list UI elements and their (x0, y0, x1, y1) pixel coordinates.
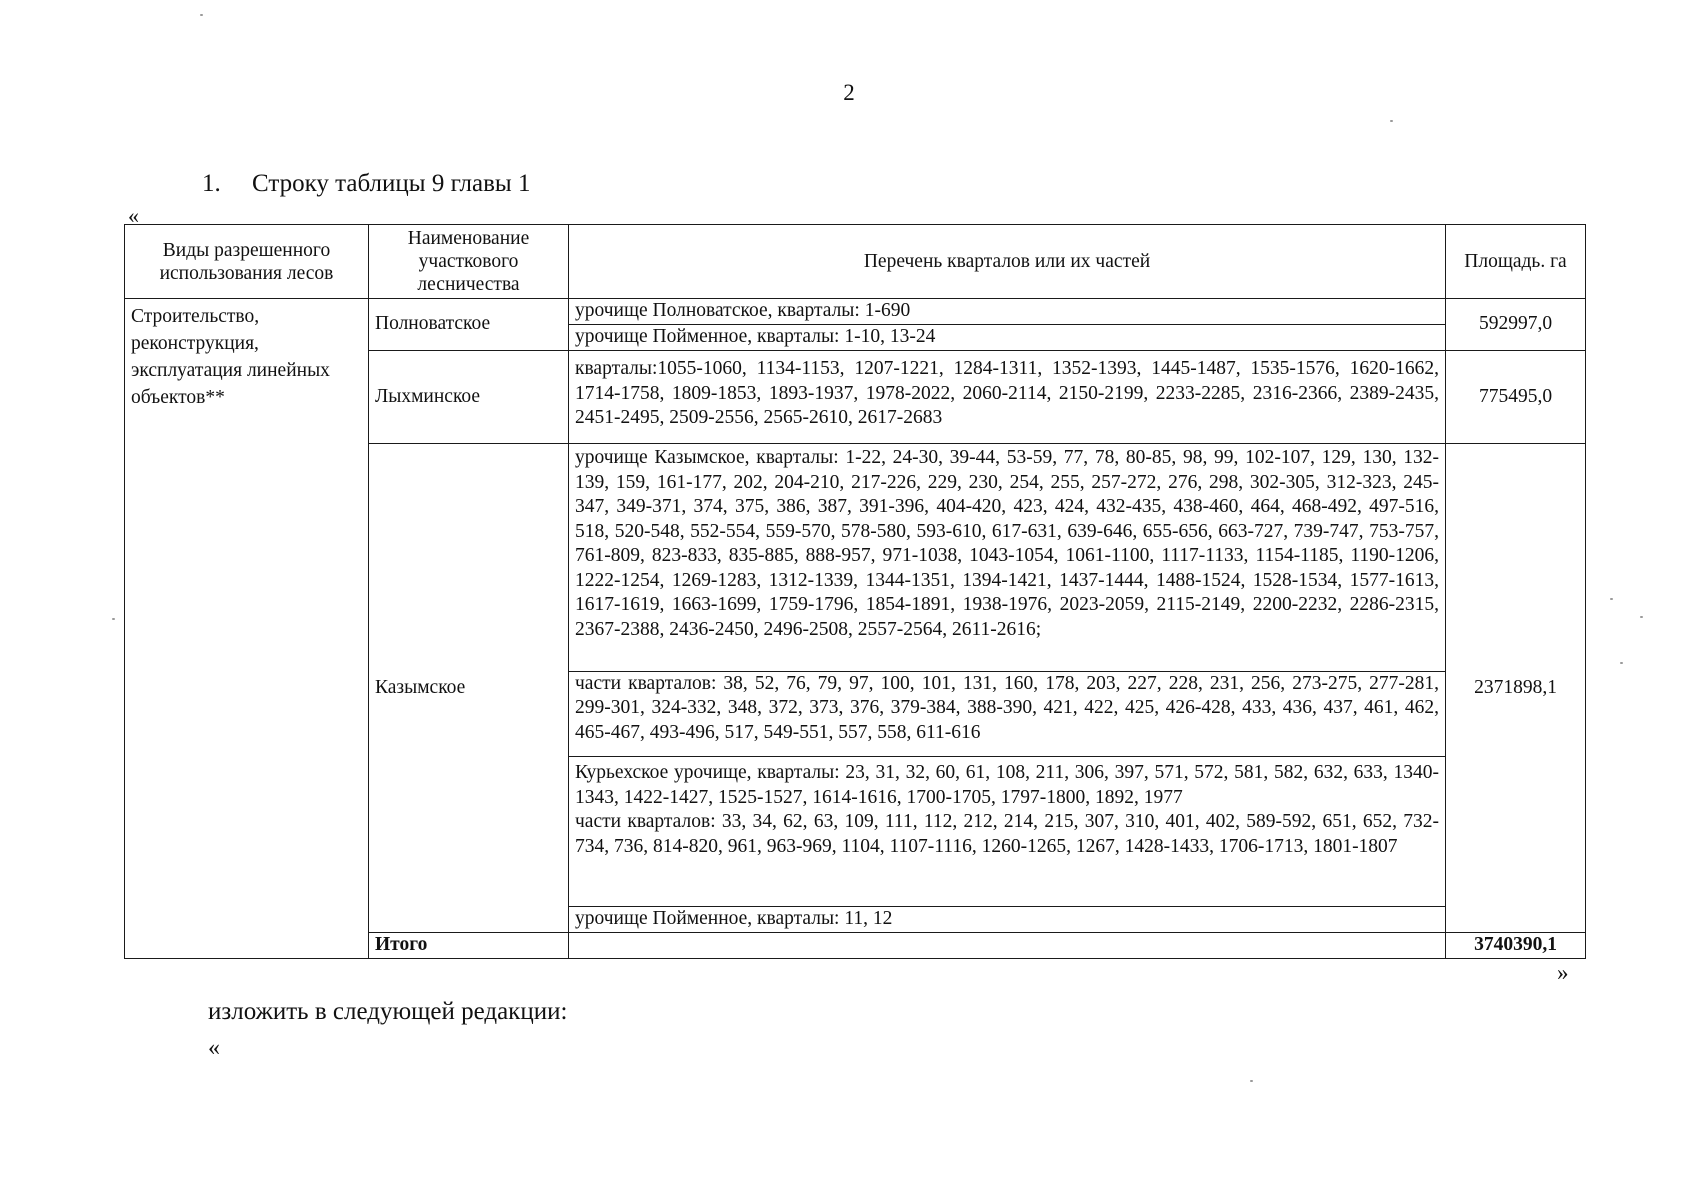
total-area: 3740390,1 (1446, 933, 1586, 959)
forestry-cell: Лыхминское (369, 351, 569, 444)
blocks-paragraph: урочище Казымское, кварталы: 1-22, 24-30, 39-44, 53-59, 77, 78, 80-85, 98, 99, 102-107, 129, 130, 132-139, 159, 161-177, 202, 204-210, 217-226, 229, 230, 254, 255, 257-272, 276, 298, 302-305, 312-323, 245-347, 349-371, 374, 375, 386, 387, 391-396, 404-420, 423, 424, 432-435, 438-460, 464, 468-492, 497-516, 518, 520-548, 552-554, 559-570, 578-580, 593-610, 617-631, 639-646, 655-656, 663-727, 739-747, 753-757, 761-809, 823-833, 835-885, 888-957, 971-1038, 1043-1054, 1061-1100, 1117-1133, 1154-1185, 1190-1206, 1222-1254, 1269-1283, 1312-1339, 1344-1351, 1394-1421, 1437-1444, 1488-1524, 1528-1534, 1577-1613, 1617-1619, 1663-1699, 1759-1796, 1854-1891, 1938-1976, 2023-2059, 2115-2149, 2200-2232, 2286-2315, 2367-2388, 2436-2450, 2496-2508, 2557-2564, 2611-2616; (575, 447, 1439, 640)
forest-blocks-table (124, 224, 1586, 959)
area-cell: 775495,0 (1446, 351, 1586, 444)
blocks-cell (569, 444, 1446, 672)
blocks-paragraph: части кварталов: 33, 34, 62, 63, 109, 111, 112, 212, 214, 215, 307, 310, 401, 402, 589-592, 651, 652, 732-734, 736, 814-820, 961, 963-969, 1104, 1107-1116, 1260-1265, 1267, 1428-1433, 1706-1713, 1801-1807 (575, 811, 1439, 857)
scan-speck (1640, 616, 1643, 618)
header-usage-type: Виды разрешенного использования лесов (125, 225, 369, 299)
total-blocks-cell (569, 933, 1446, 959)
closing-quote: » (1557, 960, 1569, 985)
section-heading (202, 170, 530, 198)
scan-speck (1610, 598, 1613, 600)
table-header-row (125, 225, 1586, 299)
blocks-cell: кварталы:1055-1060, 1134-1153, 1207-1221, 1284-1311, 1352-1393, 1445-1487, 1535-1576, 1620-1662, 1714-1758, 1809-1853, 1893-1937, 1978-2022, 2060-2114, 2150-2199, 2233-2285, 2316-2366, 2389-2435, 2451-2495, 2509-2556, 2565-2610, 2617-2683 (569, 351, 1446, 444)
usage-type-cell: Строительство, реконструкция, эксплуатация линейных объектов** (125, 299, 369, 959)
scan-speck (1250, 1080, 1253, 1082)
header-blocks: Перечень кварталов или их частей (569, 225, 1446, 299)
forestry-cell: Казымское (369, 444, 569, 933)
scan-speck (200, 14, 203, 16)
table-row (125, 299, 1586, 325)
area-cell: 592997,0 (1446, 299, 1586, 351)
scan-speck (1620, 662, 1623, 664)
opening-quote-after: « (208, 1035, 220, 1061)
page-number: 2 (843, 80, 855, 105)
blocks-cell: урочище Полноватское, кварталы: 1-690 (569, 299, 1446, 325)
blocks-cell: урочище Пойменное, кварталы: 1-10, 13-24 (569, 325, 1446, 351)
scan-speck (1390, 120, 1393, 122)
opening-quote: « (128, 203, 139, 228)
scan-speck (112, 618, 115, 620)
blocks-cell: урочище Пойменное, кварталы: 11, 12 (569, 907, 1446, 933)
header-area: Площадь. га (1446, 225, 1586, 299)
total-label: Итого (369, 933, 569, 959)
outro-text: изложить в следующей редакции: (208, 998, 568, 1025)
blocks-paragraph: Курьехское урочище, кварталы: 23, 31, 32, 60, 61, 108, 211, 306, 397, 571, 572, 581, 582, 632, 633, 1340-1343, 1422-1427, 1525-1527, 1614-1616, 1700-1705, 1797-1800, 1892, 1977 (575, 762, 1439, 808)
heading-number: 1. (202, 170, 221, 197)
blocks-cell (569, 757, 1446, 907)
heading-text: Строку таблицы 9 главы 1 (252, 170, 531, 197)
area-cell: 2371898,1 (1446, 444, 1586, 933)
header-forestry: Наименование участкового лесничества (369, 225, 569, 299)
forestry-cell: Полноватское (369, 299, 569, 351)
blocks-cell: части кварталов: 38, 52, 76, 79, 97, 100, 101, 131, 160, 178, 203, 227, 228, 231, 256, 273-275, 277-281, 299-301, 324-332, 348, 372, 373, 376, 379-384, 388-390, 421, 422, 425, 426-428, 433, 436, 437, 461, 462, 465-467, 493-496, 517, 549-551, 557, 558, 611-616 (569, 671, 1446, 756)
